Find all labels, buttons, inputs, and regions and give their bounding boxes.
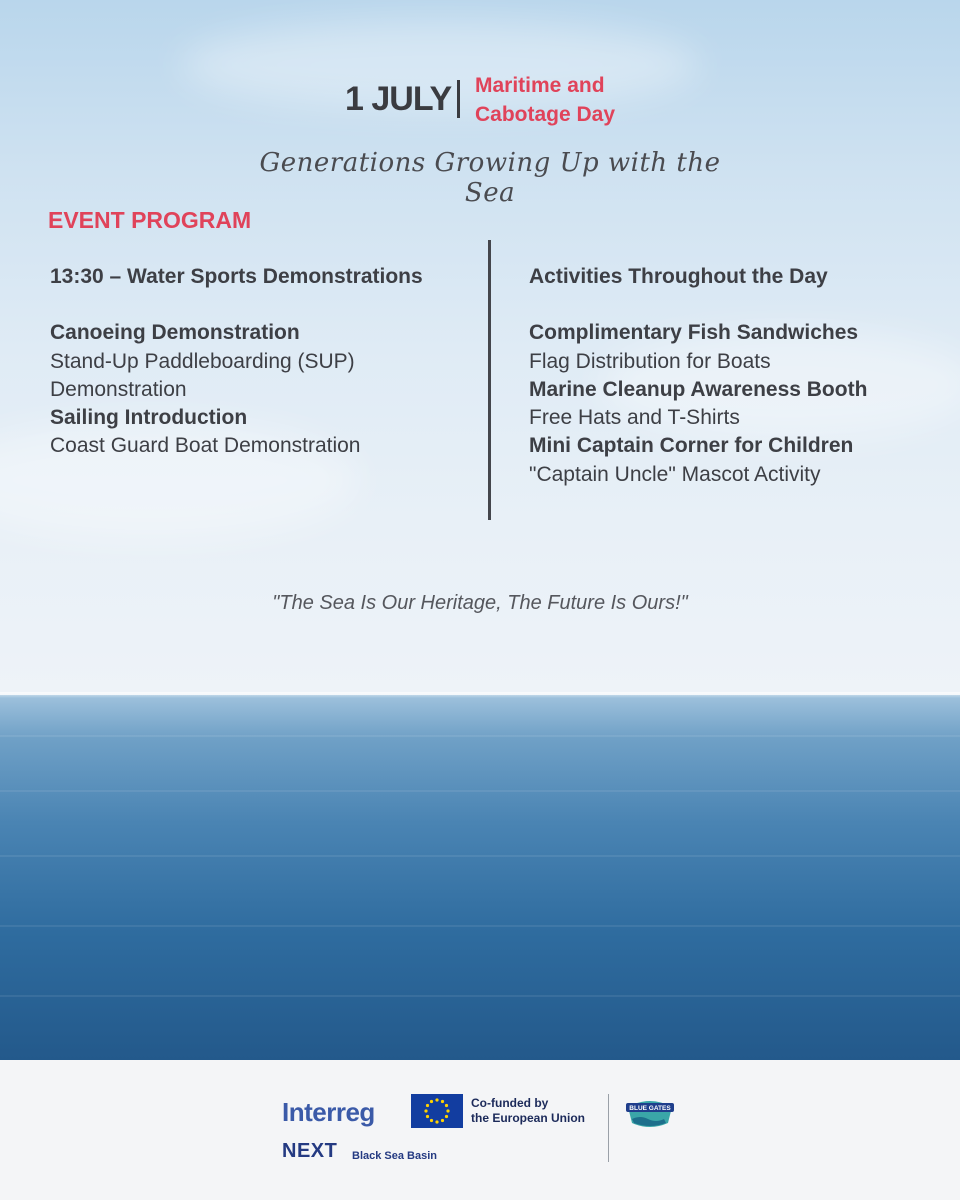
horizon-line [0, 692, 960, 698]
activity-item: Marine Cleanup Awareness Booth [529, 377, 868, 401]
event-date: 1 JULY [345, 80, 452, 118]
program-item: Canoeing Demonstration [50, 321, 300, 345]
blue-gates-logo [622, 1093, 678, 1131]
program-heading: EVENT PROGRAM [48, 207, 252, 233]
program-left-column [50, 263, 480, 461]
program-item: Stand-Up Paddleboarding (SUP) [50, 349, 355, 373]
svg-text:BLUE GATES: BLUE GATES [629, 1105, 671, 1112]
interreg-logo: Interreg [282, 1097, 375, 1127]
program-item: Coast Guard Boat Demonstration [50, 434, 361, 458]
program-item: Demonstration [50, 377, 187, 401]
eu-label-line2: the European Union [471, 1111, 585, 1125]
eu-label-line1: Co-funded by [471, 1096, 549, 1110]
event-title-line2: Cabotage Day [475, 103, 616, 126]
activity-item: Mini Captain Corner for Children [529, 434, 854, 458]
sea-background [0, 695, 960, 1060]
event-title-line1: Maritime and [475, 74, 605, 97]
next-logo: NEXT [282, 1140, 338, 1162]
eu-cofunded-label [471, 1096, 585, 1126]
sponsor-footer [0, 1060, 960, 1200]
right-column-heading: Activities Throughout the Day [529, 265, 828, 288]
activity-item: "Captain Uncle" Mascot Activity [529, 462, 821, 486]
left-column-heading: 13:30 – Water Sports Demonstrations [50, 265, 423, 288]
activity-item: Complimentary Fish Sandwiches [529, 321, 859, 345]
footer-divider [608, 1094, 609, 1162]
event-subtitle: Generations Growing Up with the Sea [259, 148, 721, 208]
black-sea-basin-label: Black Sea Basin [352, 1150, 437, 1162]
title-divider [457, 80, 460, 118]
program-item: Sailing Introduction [50, 406, 248, 430]
program-right-column [529, 263, 949, 489]
column-divider [488, 240, 491, 520]
activity-item: Free Hats and T-Shirts [529, 406, 740, 430]
slogan-quote: "The Sea Is Our Heritage, The Future Is Ours!" [272, 592, 688, 614]
eu-flag-icon [411, 1094, 463, 1128]
activity-item: Flag Distribution for Boats [529, 349, 771, 373]
